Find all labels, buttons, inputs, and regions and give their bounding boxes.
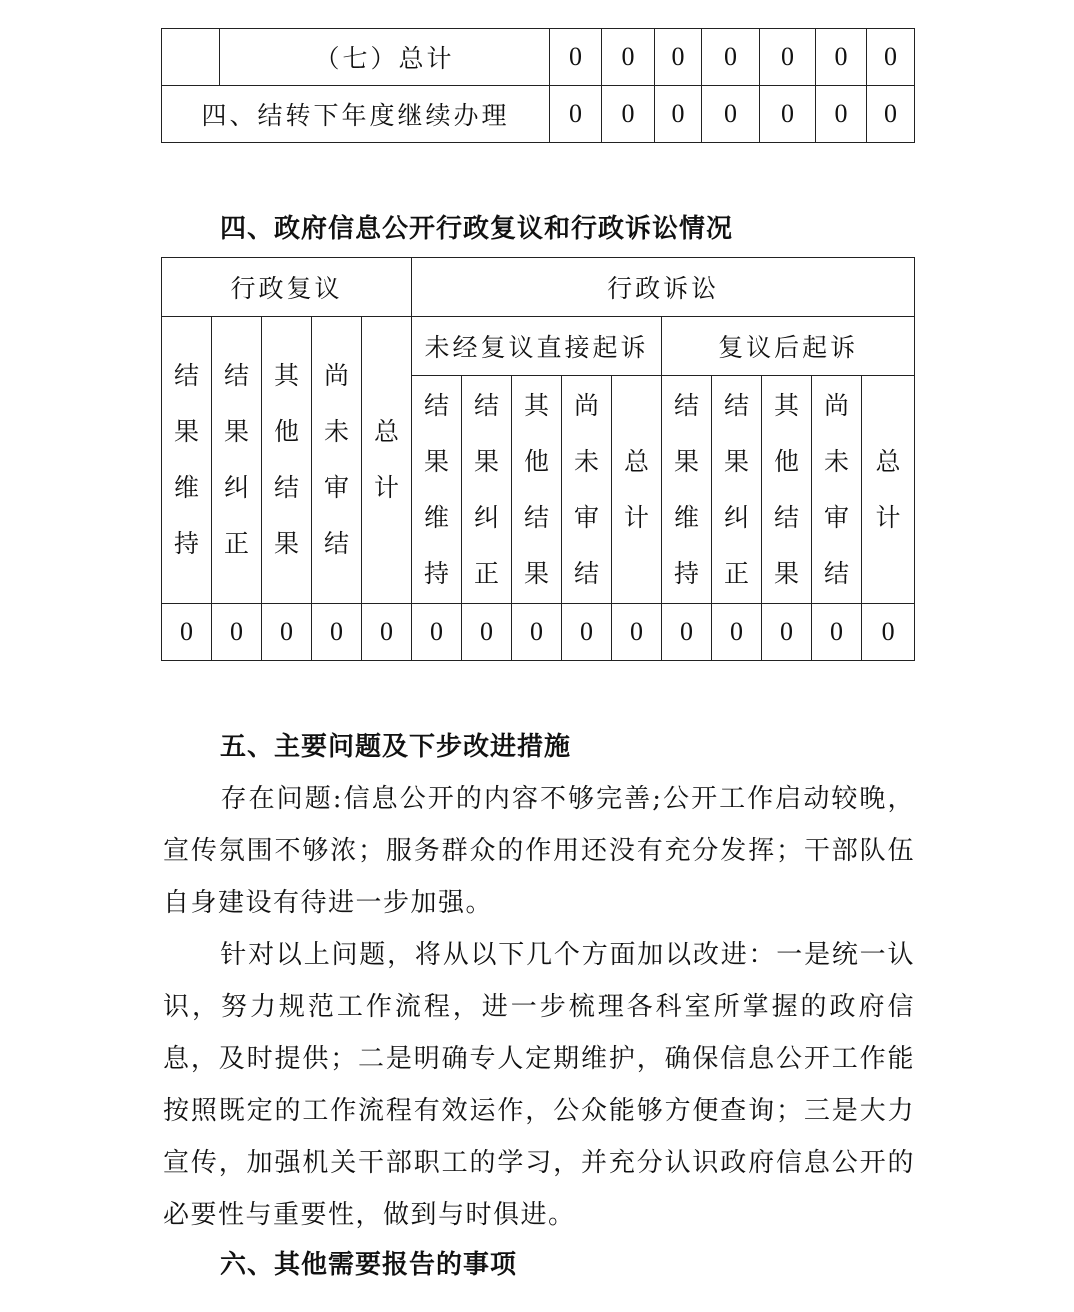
table-cell: 0 xyxy=(550,29,602,86)
table-cell xyxy=(162,29,220,86)
column-header: 结果纠正 xyxy=(462,376,512,604)
column-header: 结果维持 xyxy=(162,317,212,604)
column-header: 尚未审结 xyxy=(562,376,612,604)
table-cell: 0 xyxy=(362,604,412,661)
table-cell: 0 xyxy=(812,604,862,661)
table-cell: 0 xyxy=(602,29,655,86)
column-header: 其他结果 xyxy=(762,376,812,604)
column-header: 其他结果 xyxy=(512,376,562,604)
column-header: 尚未审结 xyxy=(812,376,862,604)
review-litigation-table xyxy=(161,257,915,661)
table-cell: 0 xyxy=(862,604,915,661)
column-header: 其他结果 xyxy=(262,317,312,604)
table-cell: 0 xyxy=(512,604,562,661)
table-cell: 0 xyxy=(867,29,915,86)
table-cell: 0 xyxy=(702,29,760,86)
column-header: 总计 xyxy=(612,376,662,604)
row-label: 四、结转下年度继续办理 xyxy=(162,86,550,143)
table-cell: 0 xyxy=(702,86,760,143)
table-row xyxy=(162,86,915,143)
table-cell: 0 xyxy=(162,604,212,661)
table-cell: 0 xyxy=(655,29,702,86)
table-row xyxy=(162,29,915,86)
table-cell: 0 xyxy=(816,86,867,143)
table-cell: 0 xyxy=(662,604,712,661)
table-row xyxy=(162,258,915,317)
column-header: 结果维持 xyxy=(412,376,462,604)
table-cell: 0 xyxy=(816,29,867,86)
table-cell: 0 xyxy=(602,86,655,143)
header-direct: 未经复议直接起诉 xyxy=(412,317,662,376)
header-after-review: 复议后起诉 xyxy=(662,317,915,376)
column-header: 结果维持 xyxy=(662,376,712,604)
column-header: 结果纠正 xyxy=(712,376,762,604)
column-header: 总计 xyxy=(362,317,412,604)
table-cell: 0 xyxy=(412,604,462,661)
table-cell: 0 xyxy=(760,29,816,86)
section-heading: 四、政府信息公开行政复议和行政诉讼情况 xyxy=(220,214,734,244)
table-cell: 0 xyxy=(550,86,602,143)
table-cell: 0 xyxy=(760,86,816,143)
header-litigation: 行政诉讼 xyxy=(412,258,915,317)
paragraph-improvements: 针对以上问题，将从以下几个方面加以改进：一是统一认识，努力规范工作流程，进一步梳理各科室所掌握的政府信息，及时提供；二是明确专人定期维护，确保信息公开工作能按照既定的工作流程有效运作，公众能够方便查询；三是大力宣传，加强机关干部职工的学习，并充分认识政府信息公开的必要性与重要性，做到与时俱进。 xyxy=(163,940,915,1230)
table-cell: 0 xyxy=(212,604,262,661)
table-cell: 0 xyxy=(712,604,762,661)
column-header: 总计 xyxy=(862,376,915,604)
row-label: （七）总计 xyxy=(220,29,550,86)
table-cell: 0 xyxy=(762,604,812,661)
table-row xyxy=(162,317,915,376)
table-cell: 0 xyxy=(562,604,612,661)
table-cell: 0 xyxy=(655,86,702,143)
table-cell: 0 xyxy=(612,604,662,661)
table-cell: 0 xyxy=(462,604,512,661)
table-cell: 0 xyxy=(867,86,915,143)
section-heading: 五、主要问题及下步改进措施 xyxy=(220,732,572,762)
column-header: 尚未审结 xyxy=(312,317,362,604)
header-review: 行政复议 xyxy=(162,258,412,317)
column-header: 结果纠正 xyxy=(212,317,262,604)
table-row xyxy=(162,604,915,661)
section-heading: 六、其他需要报告的事项 xyxy=(220,1250,518,1280)
paragraph-problems: 存在问题:信息公开的内容不够完善;公开工作启动较晚，宣传氛围不够浓；服务群众的作用还没有充分发挥；干部队伍自身建设有待进一步加强。 xyxy=(163,784,915,918)
table-cell: 0 xyxy=(312,604,362,661)
table-cell: 0 xyxy=(262,604,312,661)
carryover-table xyxy=(161,28,915,143)
